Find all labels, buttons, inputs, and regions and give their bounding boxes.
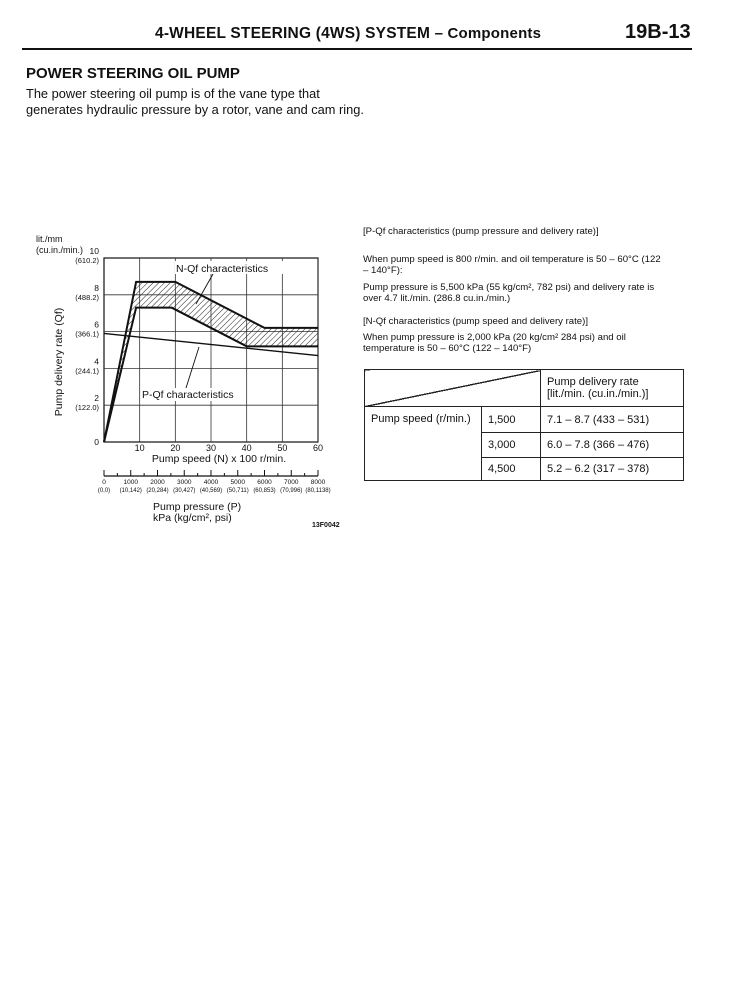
pqf-label: P-Qf characteristics (142, 389, 234, 401)
col-header: Pump delivery rate [lit./min. (cu.in./min.)] (541, 370, 684, 407)
x-tick-label: 60 (312, 443, 324, 453)
pressure-tick-sub-label: (0,0) (97, 488, 111, 494)
table-corner (365, 370, 541, 407)
y-unit-label: lit./mm (36, 234, 63, 244)
speed-cell: 1,500 (482, 407, 541, 433)
header-title: 4-WHEEL STEERING (4WS) SYSTEM – Components (155, 25, 542, 42)
y-tick-sub-label: (610.2) (75, 256, 99, 265)
figure-id: 13F0042 (312, 522, 340, 529)
x-tick-label: 50 (277, 443, 288, 453)
pressure-tick-label: 4000 (203, 479, 219, 486)
pressure-tick-label: 5000 (230, 479, 245, 486)
pressure-tick-sub-label: (40,569) (199, 488, 223, 494)
section-title: POWER STEERING OIL PUMP (26, 65, 240, 82)
rate-cell: 7.1 – 8.7 (433 – 531) (541, 407, 684, 433)
x-tick-label: 30 (205, 443, 217, 453)
pqf-leader (186, 347, 199, 388)
y-tick-label: 2 (94, 393, 99, 404)
y-unit-label-sub: (cu.in./min.) (36, 245, 84, 255)
pressure-tick-sub-label: (20,284) (146, 488, 169, 494)
rate-cell: 5.2 – 6.2 (317 – 378) (541, 458, 684, 481)
pressure-tick-sub-label: (80,1138) (305, 488, 331, 494)
pressure-axis-unit: kPa (kg/cm², psi) (153, 512, 232, 524)
y-tick-label: 6 (94, 319, 99, 330)
pressure-tick-label: 7000 (284, 479, 299, 486)
pressure-tick-label: 3000 (177, 479, 192, 486)
page-number: 19B-13 (625, 21, 691, 43)
x-axis-title: Pump speed (N) x 100 r/min. (151, 453, 287, 465)
pressure-tick-label: 2000 (150, 479, 165, 486)
y-tick-sub-label: (122.0) (75, 403, 99, 413)
y-tick-sub-label: (244.1) (75, 366, 99, 376)
x-tick-label: 10 (134, 443, 145, 453)
speed-cell: 4,500 (482, 458, 541, 481)
pressure-tick-sub-label: (50,711) (226, 488, 249, 494)
pqf-condition: When pump speed is 800 r/min. and oil temperature is 50 – 60°C (122 – 140°F): (363, 254, 661, 276)
pqf-heading: [P-Qf characteristics (pump pressure and delivery rate)] (363, 226, 599, 237)
pressure-tick-label: 0 (102, 479, 106, 486)
x-tick-label: 40 (241, 443, 252, 453)
delivery-rate-table (364, 369, 684, 481)
intro-paragraph: The power steering oil pump is of the vane type that generates hydraulic pressure by a rotor, vane and cam ring. (26, 86, 364, 117)
y-tick-label: 8 (94, 282, 99, 293)
pressure-tick-sub-label: (60,853) (253, 488, 276, 494)
y-tick-label: 0 (94, 437, 99, 447)
pressure-tick-label: 1000 (123, 479, 138, 486)
y-axis-title: Pump delivery rate (Qf) (53, 307, 65, 417)
pressure-tick-label: 8000 (310, 479, 326, 486)
y-tick-label: 4 (94, 356, 99, 367)
y-tick-label: 10 (89, 246, 99, 256)
row-header: Pump speed (r/min.) (365, 407, 482, 481)
x-tick-label: 20 (170, 443, 181, 453)
pump-characteristics-chart (0, 0, 360, 540)
nqf-condition: When pump pressure is 2,000 kPa (20 kg/cm² 284 psi) and oil temperature is 50 – 60°C (122 – 140°F) (363, 332, 626, 354)
pressure-tick-sub-label: (30,427) (173, 488, 196, 494)
speed-cell: 3,000 (482, 433, 541, 458)
y-tick-sub-label: (488.2) (75, 292, 99, 302)
nqf-heading: [N-Qf characteristics (pump speed and delivery rate)] (363, 316, 589, 327)
pressure-tick-label: 6000 (257, 479, 272, 486)
pressure-tick-sub-label: (10,142) (119, 488, 142, 494)
rate-cell: 6.0 – 7.8 (366 – 476) (541, 433, 684, 458)
pressure-axis-title: Pump pressure (P) (153, 501, 242, 513)
pressure-tick-sub-label: (70,996) (280, 488, 303, 494)
nqf-label: N-Qf characteristics (176, 263, 269, 275)
pqf-result: Pump pressure is 5,500 kPa (55 kg/cm², 782 psi) and delivery rate is over 4.7 lit./min. (286.8 cu.in./min.) (363, 282, 655, 304)
y-tick-sub-label: (366.1) (75, 329, 99, 339)
